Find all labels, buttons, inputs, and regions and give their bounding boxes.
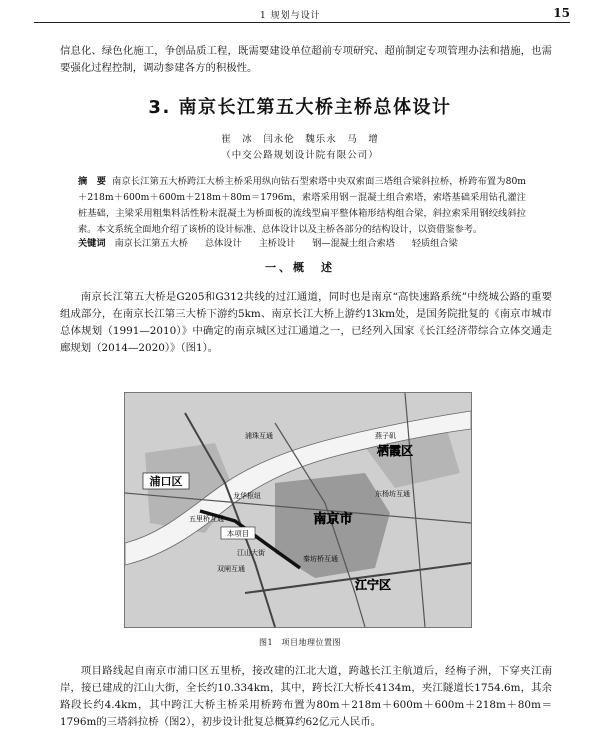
label-jiangning: 江宁区 bbox=[354, 578, 392, 592]
location-map-figure bbox=[124, 392, 472, 628]
intro-paragraph: 南京长江第五大桥是G205和G312共线的过江通道，同时也是南京“高快速路系统”中绕城公路的重要组成部分，在南京长江第三大桥下游约5km、南京长江大桥上游约13km处，是国务院批复的《南京市城市总体规划（1991—2010）》中确定的南京城区过江通道之一，已经列入国家《长江经济带综合立体交通走廊规划（2014—2020）》（图1）。 bbox=[60, 291, 552, 355]
page-number: 15 bbox=[553, 6, 570, 20]
label-longhua: 龙华枢纽 bbox=[233, 492, 261, 500]
running-section-title: 1 规划与设计 bbox=[260, 11, 321, 21]
label-pukou: 浦口区 bbox=[149, 475, 183, 488]
figure-caption: 图1 项目地理位置图 bbox=[258, 638, 342, 647]
authors: 崔 冰 闫永伦 魏乐永 马 增 bbox=[221, 134, 379, 145]
label-qixia: 栖霞区 bbox=[376, 444, 414, 458]
location-map bbox=[125, 393, 471, 627]
section-heading: 一、概 述 bbox=[265, 261, 335, 274]
keyword: 钢—混凝土组合索塔 bbox=[312, 238, 395, 249]
label-puzhu: 浦珠互通 bbox=[245, 432, 273, 440]
keyword: 轻质组合梁 bbox=[411, 238, 458, 249]
label-nanjing: 南京市 bbox=[313, 512, 353, 527]
route-paragraph: 项目路线起自南京市浦口区五里桥，接改建的江北大道，跨越长江主航道后，经梅子洲，下穿夹江南岸，接已建成的江山大街，全长约10.334km，其中，跨长江大桥长4134m，夹江隧道长1754.6m，其余路段长约4.4km，其中跨江大桥主桥采用桥跨布置为80m＋218m＋600m＋600m＋218m＋80m＝1796m的三塔斜拉桥（图2），初步设计批复总概算约62亿元人民币。 bbox=[60, 665, 552, 729]
keyword: 总体设计 bbox=[204, 238, 242, 249]
label-wuzhiqiao: 五里桥互通 bbox=[189, 515, 224, 523]
label-yanziji: 燕子矶 bbox=[375, 432, 396, 440]
abstract-text: 南京长江第五大桥跨江大桥主桥采用纵向钻石型索塔中央双索面三塔组合梁斜拉桥，桥跨布置为80m＋218m＋600m＋600m＋218m＋80m＝1796m，索塔采用钢－混凝土组合索塔，索塔基础采用钻孔灌注桩基础，主梁采用粗集料活性粉末混凝土为桥面板的流线型扁平整体箱形结构组合梁，斜拉索采用钢绞线斜拉索。本文系统全面地介绍了该桥的设计标准、总体设计以及主桥各部分的结构设计，以资借鉴参考。 bbox=[78, 176, 526, 235]
keyword: 南京长江第五大桥 bbox=[114, 238, 188, 249]
keywords-label: 关键词 bbox=[78, 238, 106, 249]
abstract-label: 摘 要 bbox=[78, 176, 107, 187]
label-project: 本项目 bbox=[226, 529, 250, 538]
keyword: 主桥设计 bbox=[258, 238, 296, 249]
continued-paragraph: 信息化、绿色化施工，争创品质工程，既需要建设单位超前专项研究、超前制定专项管理办法和措施，也需要强化过程控制，调动参建各方的积极性。 bbox=[60, 45, 552, 75]
article-title: 3. 南京长江第五大桥主桥总体设计 bbox=[148, 97, 452, 118]
header-rule bbox=[34, 22, 570, 23]
label-shuangzha: 双闸互通 bbox=[217, 565, 245, 573]
label-dongyang: 东杨坊互通 bbox=[375, 490, 410, 498]
running-header bbox=[34, 6, 570, 22]
label-qinfang: 秦坊桥互通 bbox=[303, 555, 338, 563]
affiliation: （中交公路规划设计院有限公司） bbox=[221, 150, 379, 161]
keywords bbox=[78, 236, 526, 252]
label-jiangshan: 江山大街 bbox=[237, 549, 265, 557]
abstract bbox=[78, 174, 526, 238]
